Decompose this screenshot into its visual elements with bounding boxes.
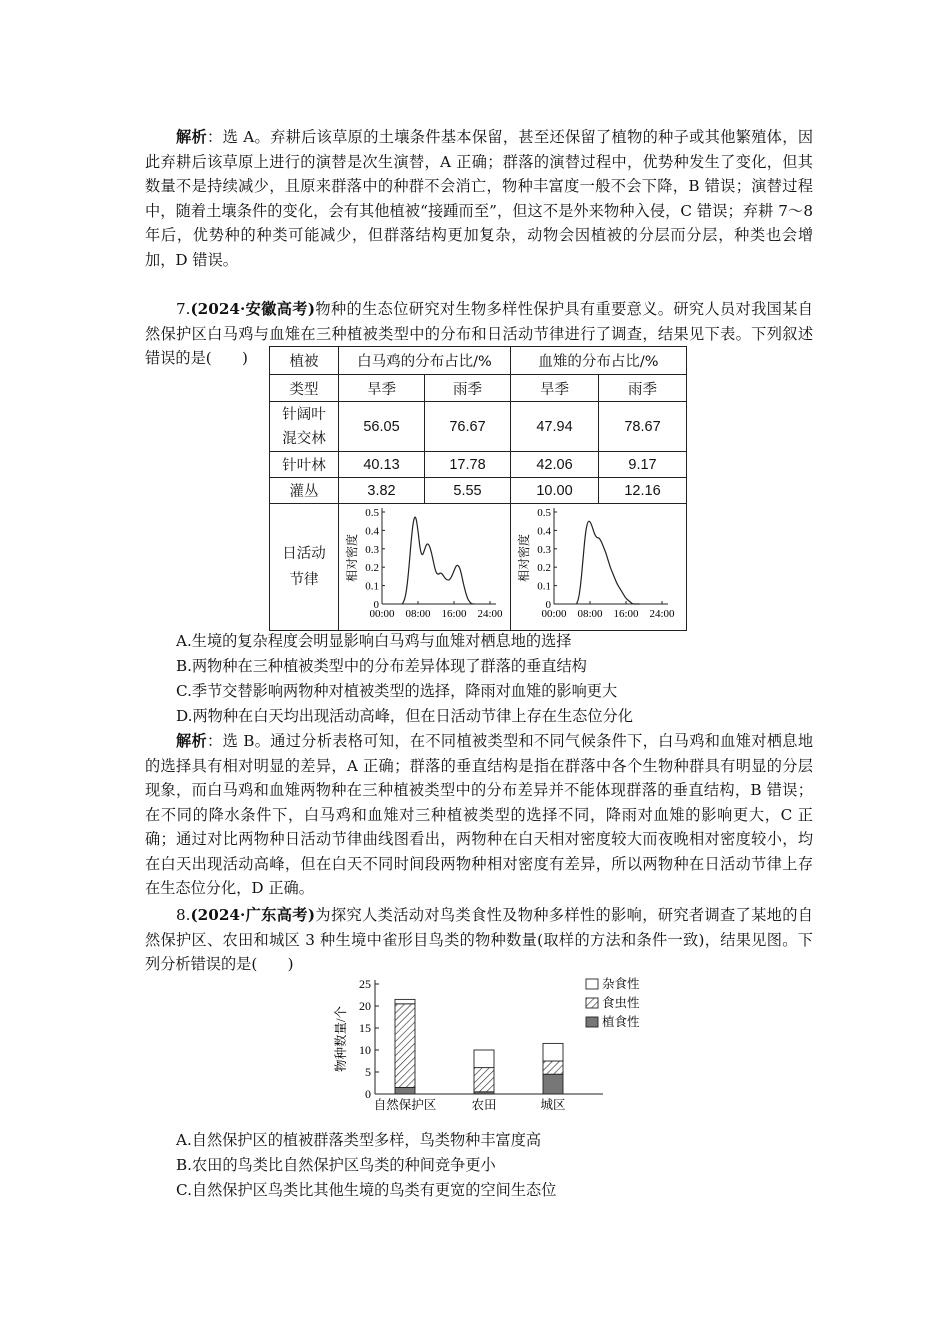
- q8-stem: [145, 903, 813, 977]
- chart-cell-2: [511, 504, 687, 631]
- table-cell: 3.82: [339, 478, 425, 504]
- legend-label: 植食性: [602, 1015, 640, 1029]
- y-tick-label: 0.4: [364, 525, 379, 538]
- x-tick-label: 08:00: [404, 608, 431, 620]
- activity-curve: [402, 517, 474, 604]
- species-bar-chart: [330, 972, 690, 1112]
- table-cell: 76.67: [425, 402, 511, 452]
- legend-swatch: [586, 979, 598, 989]
- table-row: [270, 452, 687, 478]
- bar-segment: [543, 1061, 563, 1074]
- table-row-label: 针阔叶 混交林: [270, 402, 339, 452]
- activity-curve: [576, 521, 639, 604]
- question-source: (2024·广东高考): [190, 906, 316, 924]
- table-header-type-2: 类型: [270, 375, 339, 402]
- table-row-label: 灌丛: [270, 478, 339, 504]
- q8-option-c: C.自然保护区鸟类比其他生境的鸟类有更宽的空间生态位: [176, 1181, 557, 1199]
- question-stem: 为探究人类活动对鸟类食性及物种多样性的影响，研究者调查了某地的自然保护区、农田和城区 3 种生境中雀形目鸟类的物种数量(取样的方法和条件一致)，结果见图。下列分析错误的是( ): [145, 906, 813, 973]
- table-cell: 47.94: [511, 402, 599, 452]
- question-number: 7.: [176, 300, 191, 318]
- q7-option-b: B.两物种在三种植被类型中的分布差异体现了群落的垂直结构: [176, 657, 587, 675]
- explanation-label: 解析: [176, 732, 208, 750]
- q7-option-d: D.两物种在白天均出现活动高峰，但在日活动节律上存在生态位分化: [176, 707, 633, 725]
- table-cell: 17.78: [425, 452, 511, 478]
- x-tick-label: 00:00: [540, 608, 567, 620]
- table-header-season: 雨季: [425, 375, 511, 402]
- y-tick-label: 0.3: [536, 543, 551, 556]
- question-source: (2024·安徽高考): [190, 300, 316, 318]
- x-category-label: 自然保护区: [373, 1098, 437, 1112]
- explanation-label: 解析: [176, 128, 208, 146]
- bar-segment: [474, 1068, 494, 1092]
- y-tick-label: 0.2: [364, 562, 379, 575]
- chart-cell-1: [339, 504, 511, 631]
- table-header-season: 雨季: [599, 375, 687, 402]
- table-header-season: 旱季: [339, 375, 425, 402]
- explanation-text: ：选 A。弃耕后该草原的土壤条件基本保留，甚至还保留了植物的种子或其他繁殖体，因此弃耕后该草原上进行的演替是次生演替，A 正确；群落的演替过程中，优势种发生了变化，但其数量不是持续减少，且原来群落中的种群不会消亡，物种丰富度一般不会下降，B 错误；演替过程中，随着土壤条件的变化，会有其他植被“接踵而至”，但这不是外来物种入侵，C 错误；弃耕 7～8 年后，优势种的种类可能减少，但群落结构更加复杂，动物会因植被的分层而分层，种类也会增加，D 错误。: [145, 128, 814, 269]
- question-stem: 物种的生态位研究对生物多样性保护具有重要意义。研究人员对我国某自然保护区白马鸡与血雉在三种植被类型中的分布和日活动节律进行了调查，结果见下表。下列叙述错误的是( ): [145, 300, 813, 367]
- x-tick-label: 24:00: [476, 608, 503, 620]
- y-axis-label: 物种数量/个: [334, 1006, 348, 1072]
- y-tick-label: 0.3: [364, 543, 379, 556]
- y-tick-label: 0: [365, 1087, 371, 1101]
- legend-label: 食虫性: [602, 996, 640, 1010]
- y-tick-label: 25: [359, 977, 371, 991]
- table-row-label: 针叶林: [270, 452, 339, 478]
- y-axis-label: 相对密度: [516, 533, 531, 583]
- table-header-season: 旱季: [511, 375, 599, 402]
- x-tick-label: 00:00: [368, 608, 395, 620]
- table-cell: 5.55: [425, 478, 511, 504]
- table-row-activity: [270, 504, 687, 631]
- table-row: [270, 402, 687, 452]
- y-tick-label: 0.5: [536, 507, 551, 519]
- x-tick-label: 24:00: [648, 608, 675, 620]
- y-tick-label: 0.2: [536, 562, 551, 575]
- table-header-species2: 血雉的分布占比/%: [511, 347, 687, 375]
- bar-segment: [395, 999, 415, 1003]
- y-tick-label: 0: [545, 599, 551, 611]
- y-tick-label: 0.1: [364, 580, 379, 593]
- legend-swatch: [586, 998, 598, 1008]
- table-header-type: 植被: [270, 347, 339, 375]
- activity-chart-species1: [340, 504, 510, 626]
- explanation-text: ：选 B。通过分析表格可知，在不同植被类型和不同气候条件下，白马鸡和血雉对栖息地的选择具有相对明显的差异，A 正确；群落的垂直结构是指在群落中各个生物种群具有明显的分层现象，而白马鸡和血雉两物种在三种植被类型中的分布差异并不能体现群落的垂直结构，B 错误；在不同的降水条件下，白马鸡和血雉对三种植被类型的选择不同，降雨对血雉的影响更大，C 正确；通过对比两物种日活动节律曲线图看出，两物种在白天相对密度较大而夜晚相对密度较小，均在白天出现活动高峰，但在白天不同时间段两物种相对密度有差异，所以两物种在日活动节律上存在生态位分化，D 正确。: [145, 732, 814, 897]
- y-axis-label: 相对密度: [344, 533, 359, 583]
- x-category-label: 农田: [471, 1098, 497, 1112]
- y-tick-label: 0: [373, 599, 379, 611]
- table-cell: 9.17: [599, 452, 687, 478]
- bar-segment: [543, 1043, 563, 1061]
- bar-segment: [395, 1004, 415, 1088]
- x-tick-label: 16:00: [440, 608, 467, 620]
- y-tick-label: 0.1: [536, 580, 551, 593]
- table-cell: 12.16: [599, 478, 687, 504]
- y-tick-label: 15: [359, 1021, 371, 1035]
- table-cell: 42.06: [511, 452, 599, 478]
- y-tick-label: 5: [365, 1065, 371, 1079]
- x-category-label: 城区: [540, 1098, 566, 1112]
- distribution-table: [269, 346, 687, 631]
- q7-option-a: A.生境的复杂程度会明显影响白马鸡与血雉对栖息地的选择: [176, 632, 572, 650]
- bar-segment: [543, 1074, 563, 1094]
- table-cell: 78.67: [599, 402, 687, 452]
- table-cell: 40.13: [339, 452, 425, 478]
- activity-chart-species2: [512, 504, 686, 626]
- bar-segment: [474, 1050, 494, 1068]
- x-tick-label: 16:00: [612, 608, 639, 620]
- question-number: 8.: [176, 906, 191, 924]
- y-tick-label: 0.4: [536, 525, 551, 538]
- y-tick-label: 10: [359, 1043, 371, 1057]
- legend-swatch: [586, 1017, 598, 1027]
- q8-option-b: B.农田的鸟类比自然保护区鸟类的种间竞争更小: [176, 1156, 496, 1174]
- x-tick-label: 08:00: [576, 608, 603, 620]
- q8-option-a: A.自然保护区的植被群落类型多样，鸟类物种丰富度高: [176, 1131, 542, 1149]
- bar-segment: [395, 1087, 415, 1094]
- y-tick-label: 20: [359, 999, 371, 1013]
- table-cell: 10.00: [511, 478, 599, 504]
- table-cell: 56.05: [339, 402, 425, 452]
- table-header-species1: 白马鸡的分布占比/%: [339, 347, 511, 375]
- q7-option-c: C.季节交替影响两物种对植被类型的选择，降雨对血雉的影响更大: [176, 682, 618, 700]
- y-tick-label: 0.5: [364, 507, 379, 519]
- q7-explanation: [145, 729, 813, 901]
- table-row: [270, 478, 687, 504]
- table-row-label: 日活动 节律: [270, 504, 339, 631]
- q6-explanation: [145, 125, 813, 272]
- legend-label: 杂食性: [602, 977, 640, 991]
